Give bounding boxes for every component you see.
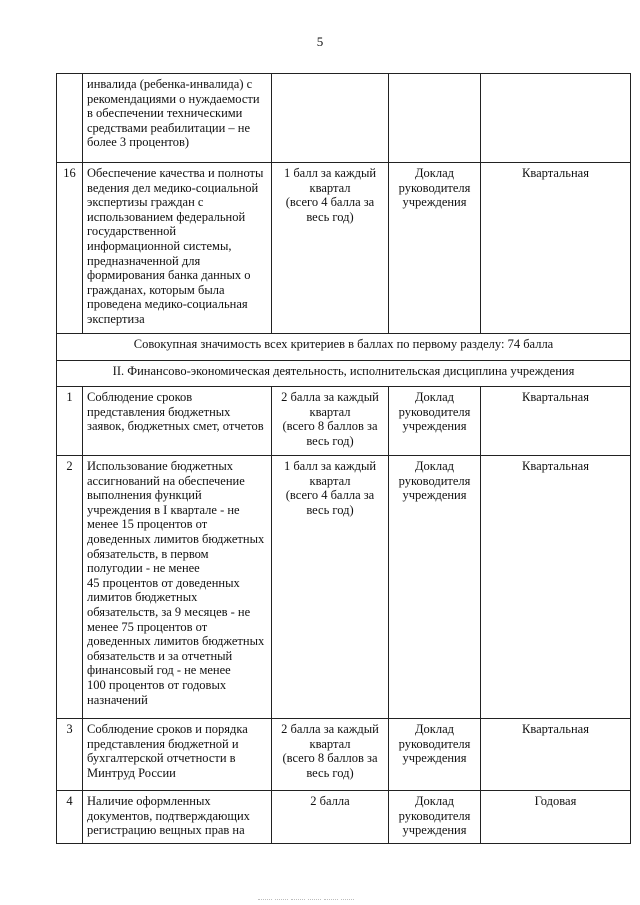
table-row <box>57 791 631 844</box>
row-number: 4 <box>57 791 83 844</box>
criterion-score: 2 балла <box>272 791 389 844</box>
criterion-frequency <box>481 74 631 163</box>
criterion-frequency: Квартальная <box>481 163 631 334</box>
summary-row <box>57 334 631 361</box>
criterion-score: 1 балл за каждый квартал (всего 4 балла за весь год) <box>272 456 389 719</box>
row-number: 3 <box>57 719 83 791</box>
criterion-description: инвалида (ребенка-инвалида) с рекомендациями о нуждаемости в обеспечении техническими средствами реабилитации – не более 3 процентов) <box>83 74 272 163</box>
section-header-row <box>57 361 631 387</box>
criterion-source <box>389 74 481 163</box>
criterion-description: Обеспечение качества и полноты ведения дел медико-социальной экспертизы граждан с использованием федеральной государственной информационной системы, предназначенной для формирования банка данных о гражданах, которым была проведена медико-социальная экспертиза <box>83 163 272 334</box>
criterion-description: Наличие оформленных документов, подтверждающих регистрацию вещных прав на <box>83 791 272 844</box>
criterion-frequency: Годовая <box>481 791 631 844</box>
criteria-table <box>56 73 631 844</box>
table-row <box>57 74 631 163</box>
criterion-frequency: Квартальная <box>481 456 631 719</box>
criterion-source: Доклад руководителя учреждения <box>389 163 481 334</box>
criterion-frequency: Квартальная <box>481 387 631 456</box>
row-number: 16 <box>57 163 83 334</box>
page-number: 5 <box>316 34 324 49</box>
table-row <box>57 456 631 719</box>
scan-artifact <box>258 894 354 900</box>
section-total: Совокупная значимость всех критериев в баллах по первому разделу: 74 балла <box>57 334 631 361</box>
table-row <box>57 387 631 456</box>
row-number: 2 <box>57 456 83 719</box>
criterion-score: 2 балла за каждый квартал (всего 8 баллов за весь год) <box>272 719 389 791</box>
criterion-description: Использование бюджетных ассигнований на обеспечение выполнения функций учреждения в I квартале - не менее 15 процентов от доведенных лимитов бюджетных обязательств, в первом полугодии - не менее 45 процентов от доведенных лимитов бюджетных обязательств, за 9 месяцев - не менее 75 процентов от доведенных лимитов бюджетных обязательств и за отчетный финансовый год - не менее 100 процентов от годовых назначений <box>83 456 272 719</box>
criterion-score <box>272 74 389 163</box>
criterion-source: Доклад руководителя учреждения <box>389 719 481 791</box>
criterion-score: 2 балла за каждый квартал (всего 8 баллов за весь год) <box>272 387 389 456</box>
table-row <box>57 719 631 791</box>
row-number: 1 <box>57 387 83 456</box>
criterion-score: 1 балл за каждый квартал (всего 4 балла за весь год) <box>272 163 389 334</box>
criterion-frequency: Квартальная <box>481 719 631 791</box>
criterion-source: Доклад руководителя учреждения <box>389 456 481 719</box>
criterion-description: Соблюдение сроков представления бюджетных заявок, бюджетных смет, отчетов <box>83 387 272 456</box>
criterion-description: Соблюдение сроков и порядка представления бюджетной и бухгалтерской отчетности в Минтруд России <box>83 719 272 791</box>
table-row <box>57 163 631 334</box>
section-title: II. Финансово-экономическая деятельность, исполнительская дисциплина учреждения <box>57 361 631 387</box>
criterion-source: Доклад руководителя учреждения <box>389 387 481 456</box>
criterion-source: Доклад руководителя учреждения <box>389 791 481 844</box>
row-number <box>57 74 83 163</box>
